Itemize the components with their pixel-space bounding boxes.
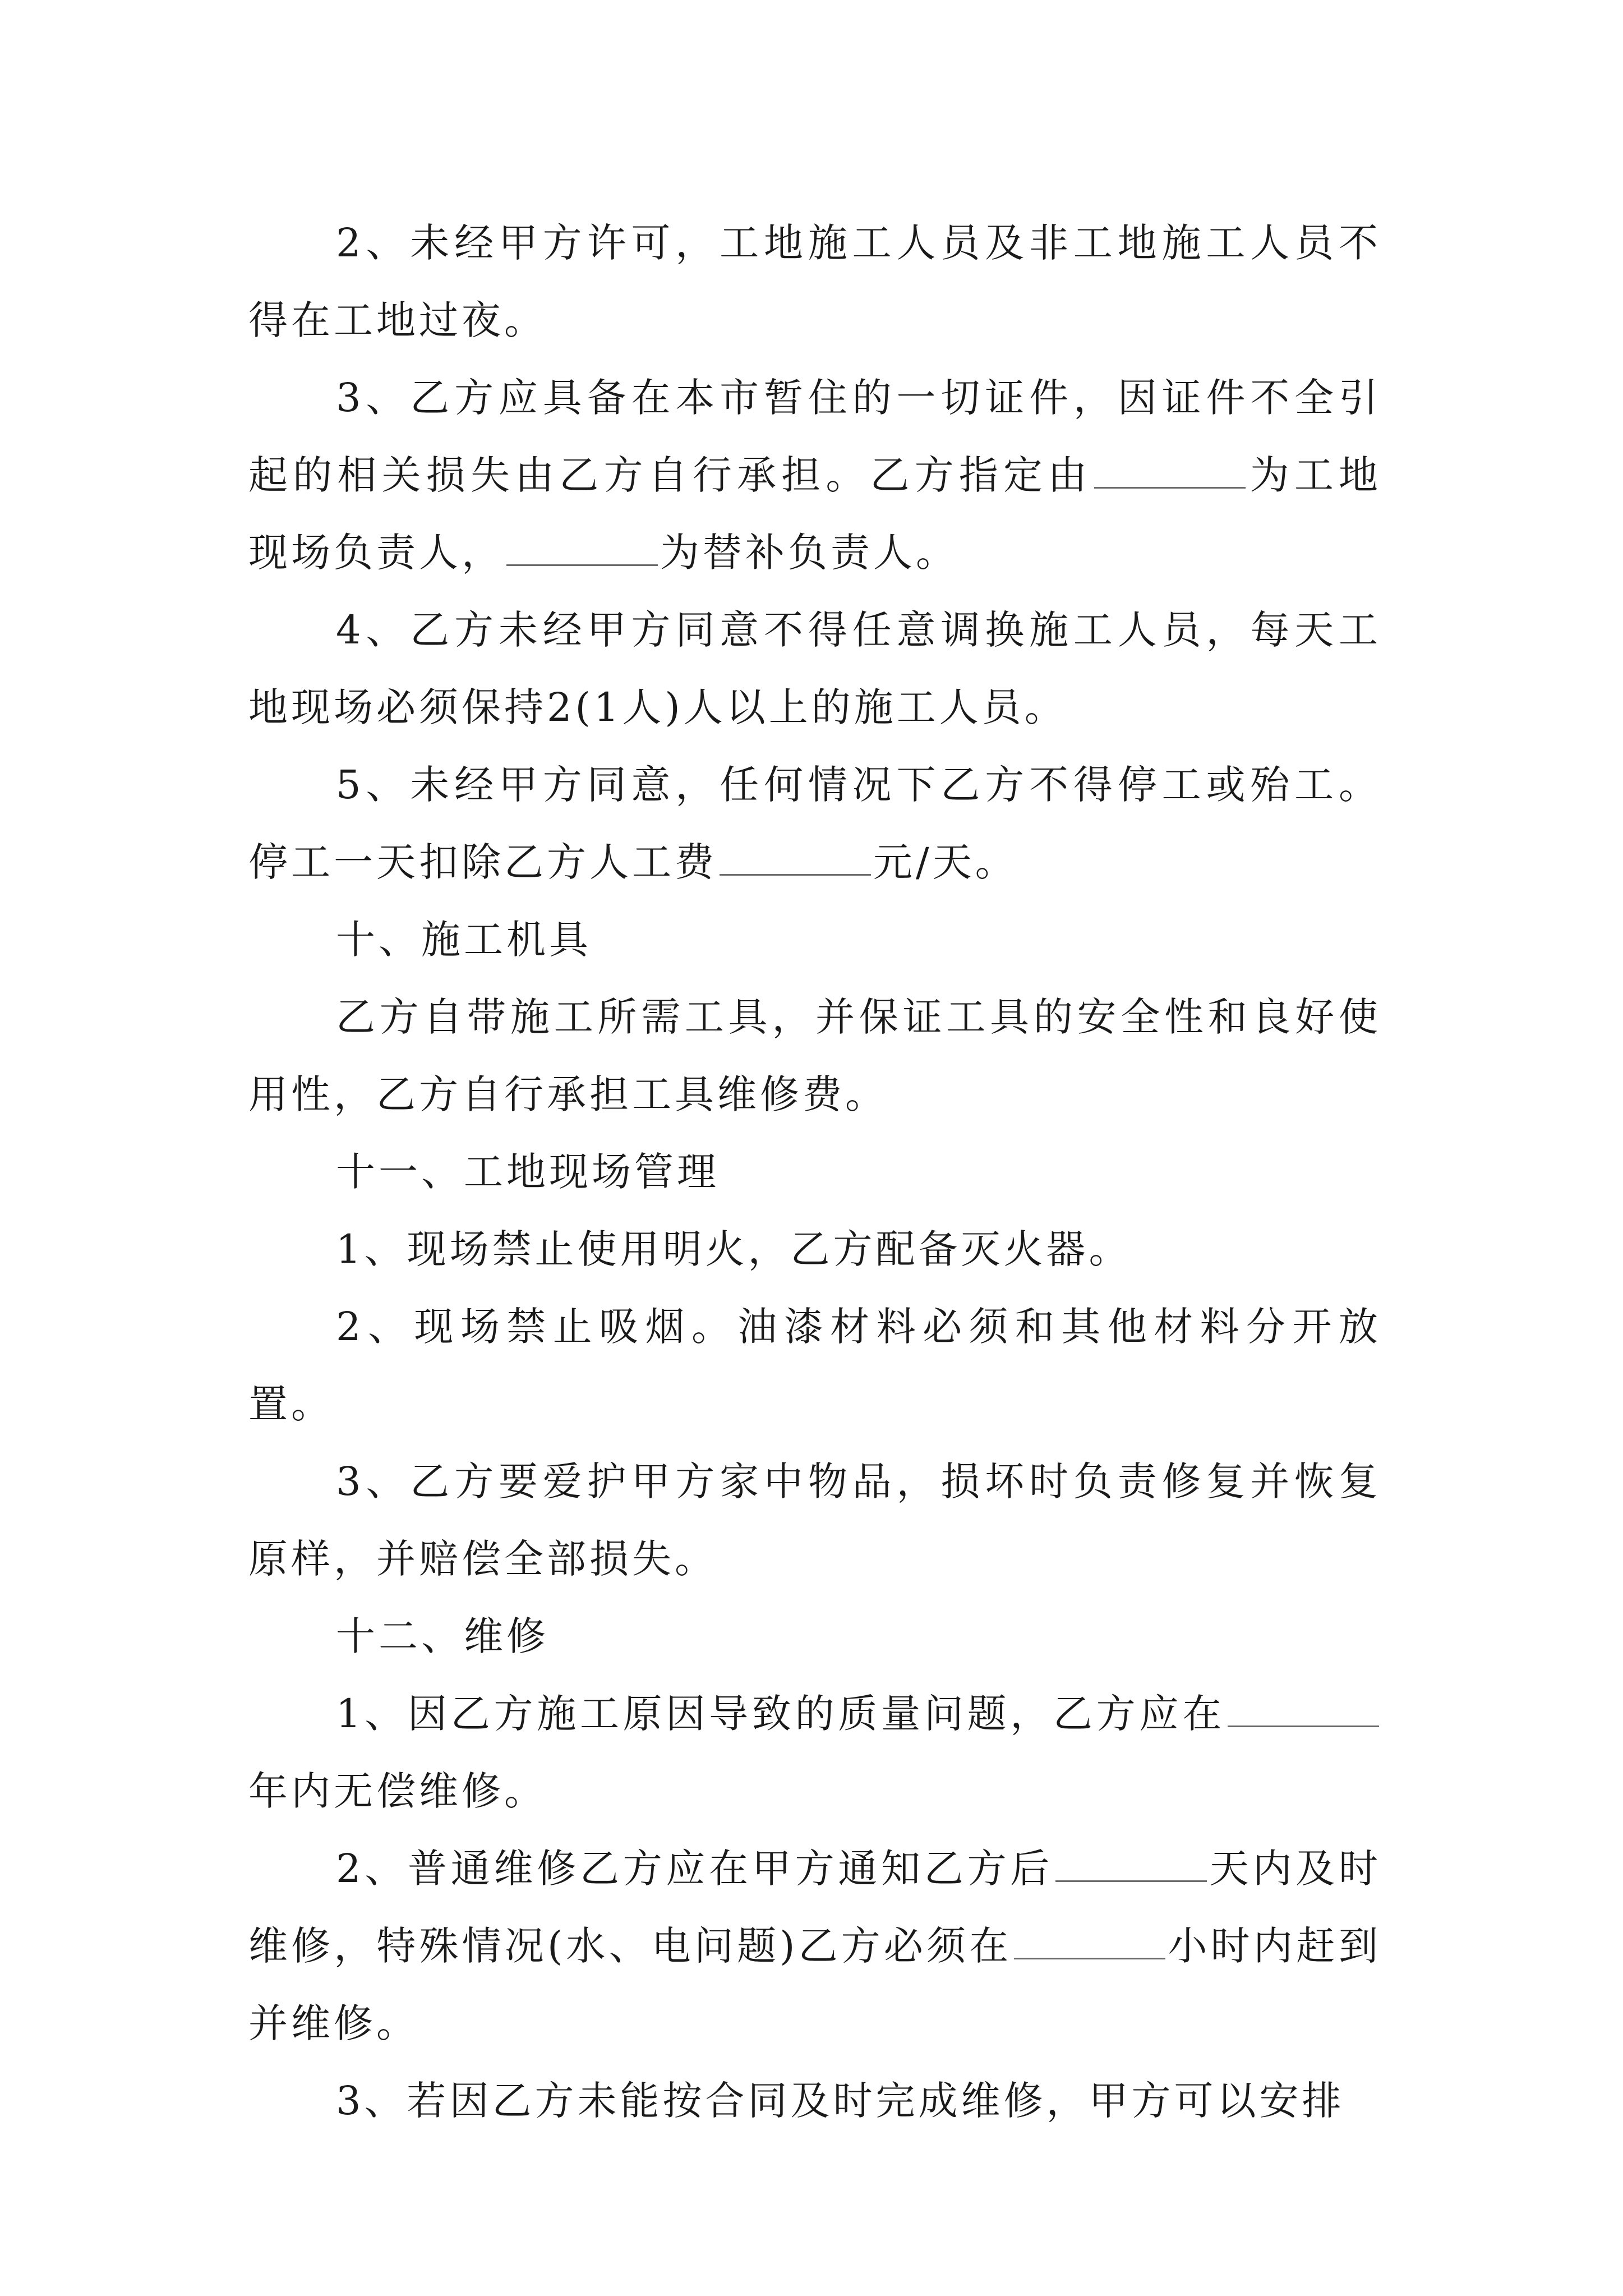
clause-tools (248, 978, 1381, 1133)
clause-text: 2、普通维修乙方应在甲方通知乙方后 (336, 1846, 1054, 1892)
clause-no-smoking (248, 1288, 1381, 1443)
section-heading-construction-tools (248, 901, 1381, 978)
repair-days-blank[interactable] (1055, 1847, 1207, 1882)
clause-no-overnight-stay (248, 204, 1381, 359)
clause-text: 3、乙方应具备在本市暂住的一切证件，因证件不全引起的相关损失由乙方自行承担。乙方指定由 (248, 375, 1381, 498)
clause-text: 元/天。 (873, 839, 1018, 885)
clause-text: 小时内赶到并维修。 (248, 1923, 1381, 2046)
section-heading-maintenance (248, 1598, 1381, 1675)
clause-certificates-and-site-manager (248, 359, 1381, 591)
clause-text: 2、未经甲方许可，工地施工人员及非工地施工人员不得在工地过夜。 (248, 220, 1381, 343)
warranty-years-blank[interactable] (1228, 1692, 1379, 1727)
clause-text: 5、未经甲方同意，任何情况下乙方不得停工或殆工。停工一天扣除乙方人工费 (248, 762, 1381, 885)
clause-repair-response (248, 1830, 1381, 2062)
clause-text: 为替补负责人。 (660, 530, 958, 576)
clause-text: 年内无偿维修。 (248, 1768, 547, 1814)
clause-text: 为工地现场负责人， (248, 452, 1382, 576)
clause-protect-belongings (248, 1443, 1381, 1598)
heading-text: 十二、维修 (336, 1613, 549, 1659)
clause-text: 3、乙方要爱护甲方家中物品，损坏时负责修复并恢复原样，并赔偿全部损失。 (248, 1458, 1381, 1582)
substitute-manager-name-blank[interactable] (506, 531, 658, 566)
clause-staff-replacement (248, 591, 1381, 746)
section-heading-site-management (248, 1133, 1381, 1211)
clause-no-open-fire (248, 1211, 1381, 1288)
clause-text: 2、现场禁止吸烟。油漆材料必须和其他材料分开放置。 (248, 1304, 1381, 1427)
clause-text: 1、因乙方施工原因导致的质量问题，乙方应在 (336, 1691, 1225, 1737)
document-body (248, 204, 1381, 2139)
clause-warranty-period (248, 1675, 1381, 1830)
heading-text: 十、施工机具 (336, 917, 592, 963)
clause-work-stoppage (248, 746, 1381, 901)
clause-text: 4、乙方未经甲方同意不得任意调换施工人员，每天工地现场必须保持2(1人)人以上的施工人员。 (248, 607, 1381, 730)
clause-text: 乙方自带施工所需工具，并保证工具的安全性和良好使用性，乙方自行承担工具维修费。 (248, 994, 1381, 1117)
clause-failure-to-repair (248, 2062, 1381, 2139)
site-manager-name-blank[interactable] (1094, 453, 1246, 489)
clause-text: 3、若因乙方未能按合同及时完成维修，甲方可以安排 (336, 2078, 1345, 2124)
daily-deduction-amount-blank[interactable] (720, 840, 871, 876)
clause-text: 1、现场禁止使用明火，乙方配备灭火器。 (336, 1226, 1132, 1272)
emergency-hours-blank[interactable] (1014, 1924, 1165, 1959)
heading-text: 十一、工地现场管理 (336, 1149, 720, 1195)
clause-text: 天内及时维修，特殊情况(水、电问题)乙方必须在 (248, 1846, 1381, 1969)
